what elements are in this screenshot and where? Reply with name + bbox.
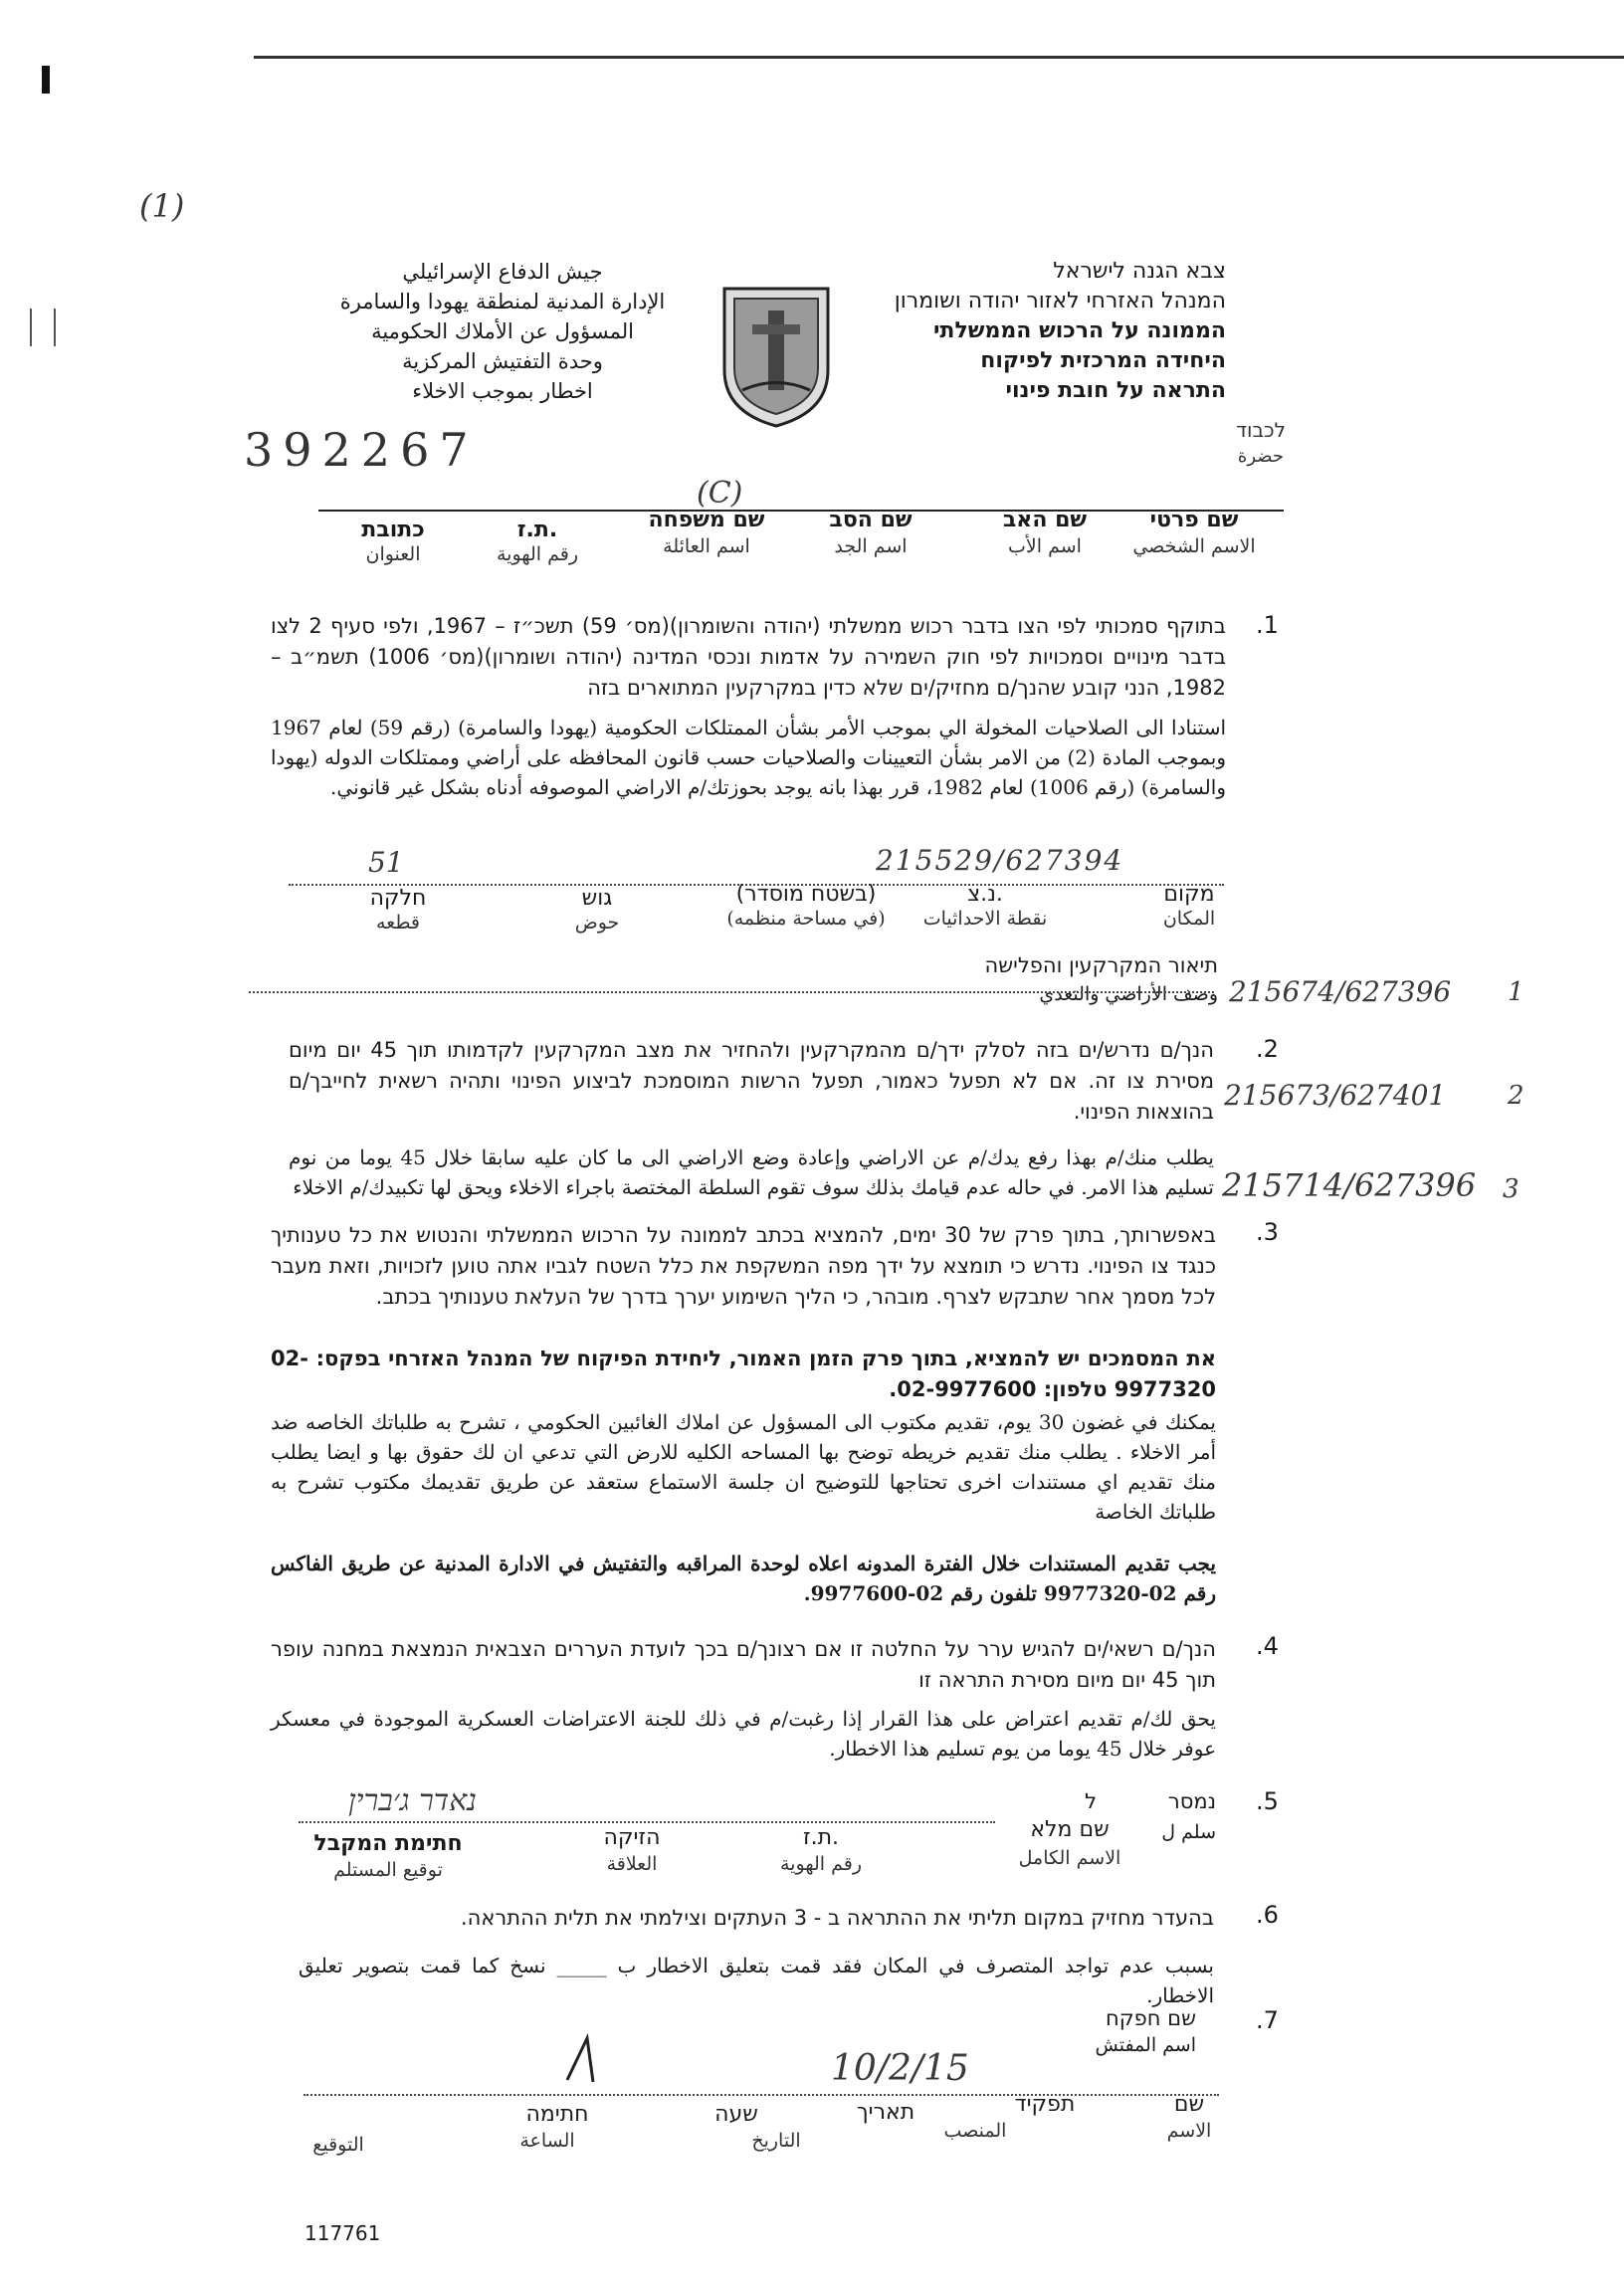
field-date-ar: التاريخ bbox=[751, 2130, 801, 2152]
section-6-hebrew: בהעדר מחזיק במקום תליתי את ההתראה ב - 3 העתקים וצילמתי את תלית ההתראה. bbox=[461, 1906, 1214, 1930]
section-2-number: .2 bbox=[1256, 1035, 1279, 1063]
field-grandfather-name-ar: اسم الجد bbox=[834, 535, 908, 557]
field-family-name: שם משפחה bbox=[648, 508, 765, 532]
header-ar-line: المسؤول عن الأملاك الحكومية bbox=[371, 319, 634, 343]
field-first-name: שם פרטי bbox=[1149, 508, 1239, 532]
field-address-ar: العنوان bbox=[365, 543, 421, 565]
field-first-name-ar: الاسم الشخصي bbox=[1132, 535, 1256, 557]
field-signature: חתימה bbox=[525, 2102, 589, 2127]
field-recipient-id-ar: رقم الهوية bbox=[779, 1853, 863, 1875]
handwritten-margin-num: 2 bbox=[1508, 1081, 1524, 1111]
field-address: כתובת bbox=[361, 518, 425, 542]
section-6-arabic: بسبب عدم تواجد المتصرف في المكان فقد قمت بتعليق الاخطار ب _____ نسخ كما قمت بتصوير تعليق الاخطار. bbox=[299, 1954, 1214, 2007]
section-3-number: .3 bbox=[1256, 1218, 1279, 1246]
scan-mark bbox=[42, 66, 50, 94]
header-ar-line: الإدارة المدنية لمنطقة يهودا والسامرة bbox=[339, 290, 666, 313]
field-parcel-ar: قطعه bbox=[375, 912, 421, 934]
description-label: תיאור המקרקעין והפלישה bbox=[984, 953, 1218, 977]
handwritten-margin-num: 3 bbox=[1503, 1174, 1520, 1204]
description-line bbox=[249, 991, 1214, 993]
field-role: תפקיד bbox=[1014, 2092, 1076, 2117]
section-3-hebrew-bold: את המסמכים יש להמציא, בתוך פרק הזמן האמור, ליחידת הפיקוח של המנהל האזרחי בפקס: 02-9977320 טלפון: 02-9977600. bbox=[271, 1347, 1216, 1401]
field-coordinates: נ.צ. bbox=[967, 882, 1003, 907]
document-number: 392267 bbox=[244, 423, 479, 477]
margin-mark bbox=[30, 309, 56, 346]
handwritten-date: 10/2/15 bbox=[831, 2048, 969, 2089]
section-2-arabic: يطلب منك/م بهذا رفع يدك/م عن الاراضي وإعادة وضع الاراضي الى ما كان عليه سابقا خلال 45 يوما من نوم تسليم هذا الامر. في حاله عدم قيامك بذلك سوف تقوم السلطة المختصة باجراء الاخلاء ويحق لها تكبيدك/م الاخلاء bbox=[289, 1145, 1214, 1199]
field-registered-area-ar: (في مساحة منظمه) bbox=[726, 908, 886, 930]
field-recipient-id: ת.ז. bbox=[802, 1825, 840, 1850]
handwritten-margin-num: 1 bbox=[1508, 977, 1524, 1007]
section-4-number: .4 bbox=[1256, 1632, 1279, 1660]
header-arabic bbox=[338, 257, 667, 406]
section-4-arabic: يحق لك/م تقديم اعتراض على هذا القرار إذا رغبت/م في ذلك للجنة الاعتراضات العسكرية الموجودة في معسكر عوفر خلال 45 يوما من يوم تسليم هذا الاخطار. bbox=[271, 1707, 1216, 1761]
field-relation-ar: العلاقة bbox=[606, 1853, 658, 1875]
delivered-to: ל bbox=[1085, 1789, 1097, 1813]
field-recipient-signature: חתימת המקבל bbox=[313, 1831, 463, 1856]
field-father-name-ar: اسم الأب bbox=[1008, 535, 1082, 557]
description-label-ar: وصف الأراضي والتعدي bbox=[1039, 983, 1218, 1005]
header-he-line: צבא הגנה לישראל bbox=[1053, 259, 1226, 284]
handwritten-recipient-name: נאדר ג׳ברין bbox=[348, 1783, 478, 1818]
field-time: שעה bbox=[714, 2102, 758, 2127]
field-role-ar: المنصب bbox=[943, 2120, 1007, 2142]
section-3-arabic-bold: يجب تقديم المستندات خلال الفترة المدونه اعلاه لوحدة المراقبه والتفتيش في الادارة المدنية عن طريق الفاكس رقم 02-9977320 تلفون رقم 02-9977600. bbox=[271, 1552, 1216, 1605]
section-6-number: .6 bbox=[1256, 1901, 1279, 1929]
field-id-number-ar: رقم الهوية bbox=[496, 543, 579, 565]
handwritten-top-left: (1) bbox=[139, 187, 185, 225]
section-3-hebrew: באפשרותך, בתוך פרק של 30 ימים, להמציא בכתב לממונה על הרכוש הממשלתי והנטוש את כל טענותיך כנגד צו הפינוי. נדרש כי תומצא על ידך מפה המשקפת את כלל השטח לגביו אתה טוען לזכויות, וזאת מעבר לכל מסמך אחר שתבקש לצרף. מובהר, כי הליך השימוע יערך בדרך של העלאת טענותיך בכתב. bbox=[271, 1223, 1216, 1309]
section-5-number: .5 bbox=[1256, 1787, 1279, 1815]
handwritten-margin-coords: 215673/627401 bbox=[1224, 1079, 1447, 1112]
delivered-label: נמסר bbox=[1167, 1789, 1216, 1813]
field-inspector-name: שם bbox=[1173, 2092, 1205, 2117]
recipient-line bbox=[299, 1821, 995, 1823]
handwritten-coords: 215529/627394 bbox=[876, 844, 1124, 877]
field-place: מקום bbox=[1163, 882, 1215, 907]
inspector-signature bbox=[557, 2030, 617, 2090]
footer-number: 117761 bbox=[304, 2221, 381, 2245]
field-parcel: חלקה bbox=[369, 886, 427, 911]
section-1-hebrew: בתוקף סמכותי לפי הצו בדבר רכוש ממשלתי (יהודה והשומרון)(מס׳ 59) תשכ״ז – 1967, ולפי סעיף 2 לצו בדבר מינויים וסמכויות לפי חוק השמירה על אדמות ונכסי המדינה (יהודה ושומרון)(מס׳ 1006) תשמ״ב – 1982, הנני קובע שהנך/ם מחזיק/ים שלא כדין במקרקעין המתוארים בזה bbox=[271, 614, 1226, 700]
field-family-name-ar: اسم العائلة bbox=[663, 535, 750, 557]
header-hebrew bbox=[828, 257, 1226, 406]
section-1-number: .1 bbox=[1256, 611, 1279, 639]
header-he-line: המנהל האזרחי לאזור יהודה ושומרון bbox=[894, 289, 1226, 313]
handwritten-parcel: 51 bbox=[368, 846, 404, 879]
field-full-name: שם מלא bbox=[1030, 1817, 1110, 1842]
addressee-label-he: לכבוד bbox=[1236, 418, 1286, 442]
field-block-ar: حوض bbox=[574, 912, 620, 934]
addressee-label-ar: حضرة bbox=[1237, 446, 1284, 467]
handwritten-margin-coords: 215674/627396 bbox=[1229, 975, 1452, 1008]
field-inspector-name-ar: الاسم bbox=[1166, 2120, 1212, 2142]
field-father-name: שם האב bbox=[1002, 508, 1088, 532]
field-recipient-signature-ar: توقيع المستلم bbox=[333, 1859, 443, 1881]
header-ar-line: اخطار بموجب الاخلاء bbox=[412, 379, 593, 403]
handwritten-field-mark: (C) bbox=[697, 476, 743, 511]
field-grandfather-name: שם הסב bbox=[829, 508, 913, 532]
field-relation: הזיקה bbox=[603, 1825, 661, 1850]
section-2-hebrew: הנך/ם נדרש/ים בזה לסלק ידך/ם מהמקרקעין ולהחזיר את מצב המקרקעין לקדמותו תוך 45 יום מיום מסירת צו זה. אם לא תפעל כאמור, תפעל הרשות המוסמכת לביצוע הפינוי ותהיה רשאית לחייבך/ם בהוצאות הפינוי. bbox=[289, 1038, 1214, 1124]
section-1-arabic: استنادا الى الصلاحيات المخولة الي بموجب الأمر بشأن الممتلكات الحكومية (يهودا والسامرة) (رقم 59) لعام 1967 وبموجب المادة (2) من الامر بشأن التعيينات والصلاحيات حسب قانون المحافظه على أراضي وممتلكات الدوله (يهودا والسامرة) (رقم 1006) لعام 1982، قرر بهذا بانه يوجد بحوزتك/م الاراضي الموصوفه أدناه بشكل غير قانوني. bbox=[271, 716, 1227, 799]
header-he-line: הממונה על הרכוש הממשלתי bbox=[932, 318, 1226, 343]
header-ar-line: جيش الدفاع الإسرائيلي bbox=[402, 260, 603, 284]
header-he-line: התראה על חובת פינוי bbox=[1005, 378, 1226, 403]
emblem-seal bbox=[716, 281, 836, 430]
header-he-line: היחידה המרכזית לפיקוח bbox=[980, 348, 1226, 373]
header-ar-line: وحدة التفتيش المركزية bbox=[402, 349, 603, 373]
field-registered-area: (בשטח מוסדר) bbox=[735, 882, 877, 907]
field-id-number: ת.ז. bbox=[516, 518, 558, 542]
field-block: גוש bbox=[581, 886, 613, 911]
field-coordinates-ar: نقطة الاحداثيات bbox=[922, 908, 1048, 930]
delivered-label-ar: سلم ل bbox=[1161, 1821, 1216, 1843]
handwritten-margin-coords: 215714/627396 bbox=[1222, 1166, 1477, 1204]
inspector-label-ar: اسم المفتش bbox=[1095, 2034, 1196, 2056]
field-date: תאריך bbox=[856, 2100, 915, 2125]
field-place-ar: المكان bbox=[1162, 908, 1216, 930]
section-4-hebrew: הנך/ם רשאי/ים להגיש ערר על החלטה זו אם רצונך/ם בכך לועדת העררים הצבאית הנמצאת במחנה עופר תוך 45 יום מיום מסירת התראה זו bbox=[271, 1637, 1216, 1692]
field-signature-ar: التوقيع bbox=[312, 2134, 364, 2156]
section-7-number: .7 bbox=[1256, 2006, 1279, 2034]
top-rule bbox=[254, 56, 1624, 59]
section-3-arabic: يمكنك في غضون 30 يوم، تقديم مكتوب الى المسؤول عن املاك الغائبين الحكومي ، تشرح به طلباتك الخاصه ضد أمر الاخلاء . يطلب منك تقديم خريطه توضح بها المساحه الكليه للارض التي تدعي ان لك حقوق بها و ايضا يطلب منك تقديم اي مستندات اخرى تحتاجها للتوضيح ان جلسة الاستماع ستعقد عن طريق تقديمك مكتوب تشرح به طلباتك الخاصة bbox=[271, 1410, 1216, 1524]
field-full-name-ar: الاسم الكامل bbox=[1018, 1847, 1121, 1869]
inspector-label: שם חפקח bbox=[1106, 2006, 1196, 2030]
field-time-ar: الساعة bbox=[519, 2130, 575, 2152]
